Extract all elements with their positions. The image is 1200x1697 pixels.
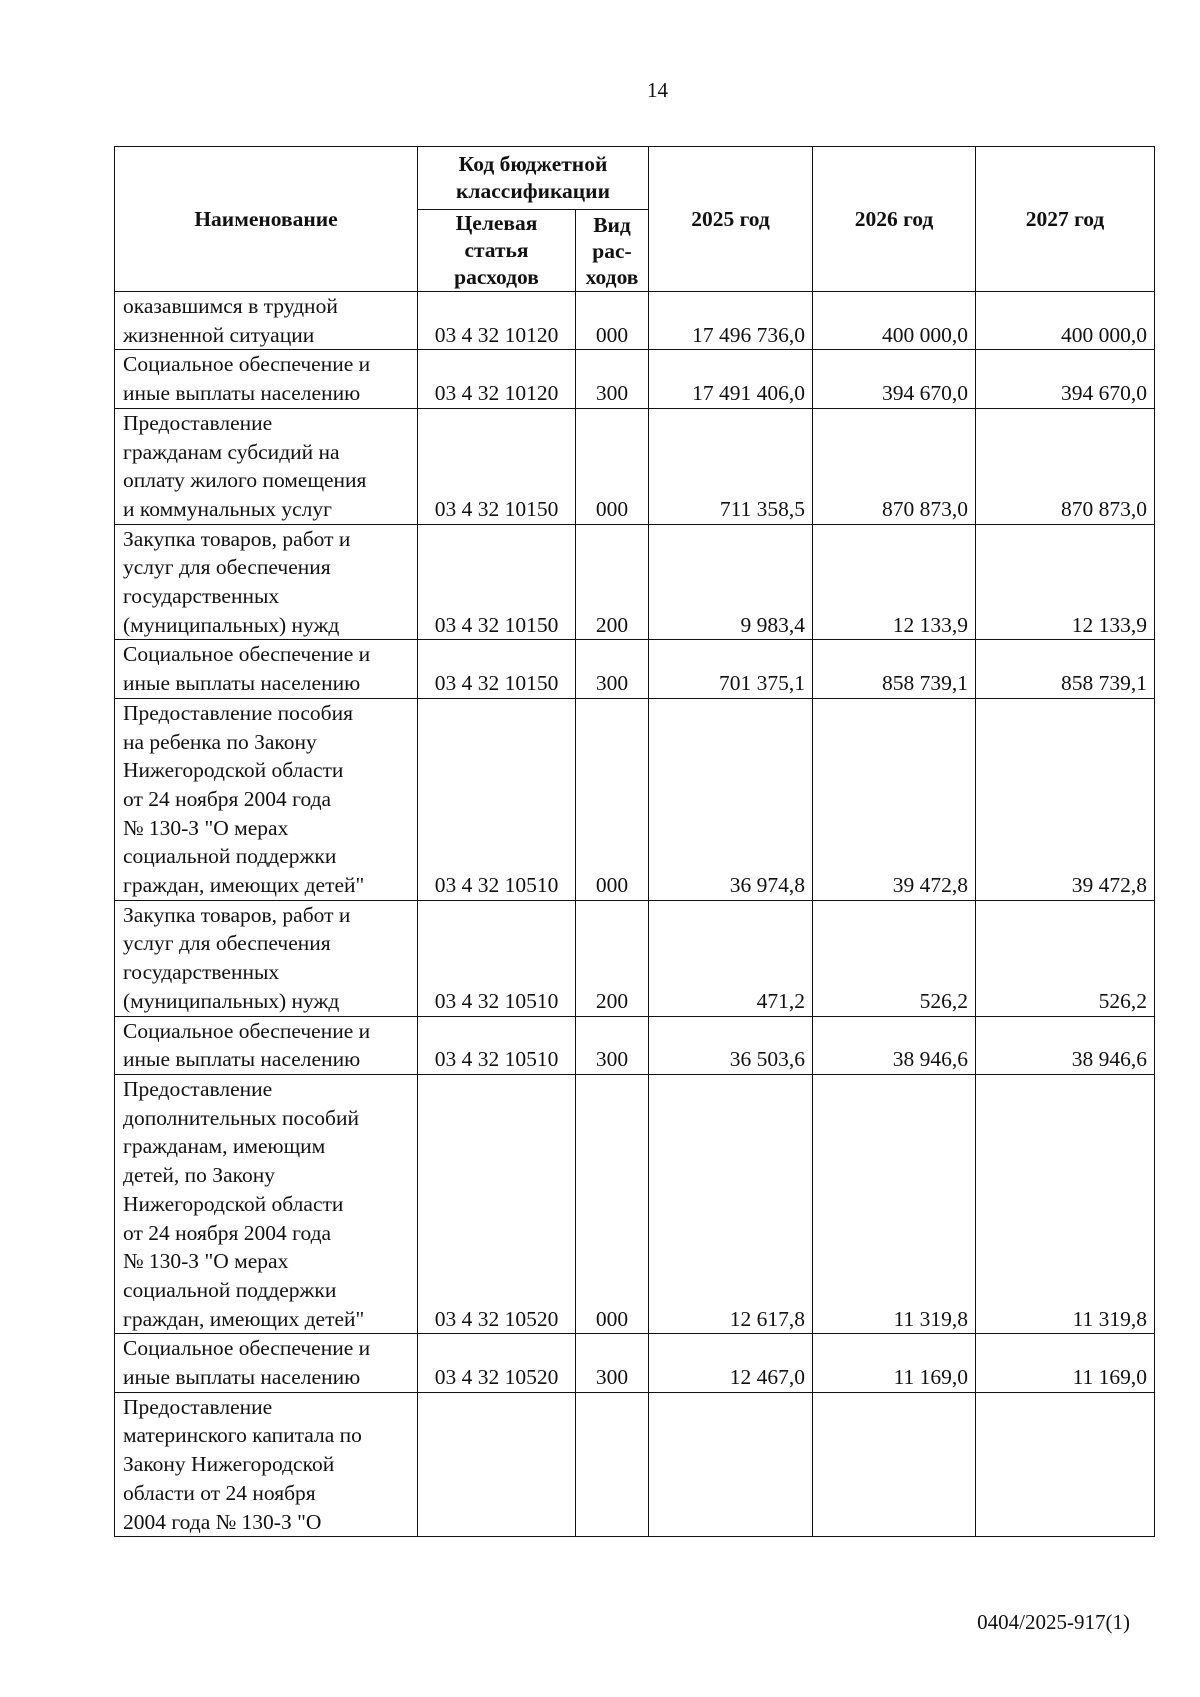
row-target-item-code: 03 4 32 10150 xyxy=(418,640,576,698)
table-row xyxy=(115,900,1155,1016)
budget-table xyxy=(114,146,1155,1537)
header-year-2027: 2027 год xyxy=(976,147,1155,292)
row-expense-type: 000 xyxy=(576,1074,649,1333)
row-target-item-code: 03 4 32 10520 xyxy=(418,1074,576,1333)
row-value-2026 xyxy=(813,1392,976,1537)
row-value-2026: 394 670,0 xyxy=(813,350,976,408)
row-expense-type: 000 xyxy=(576,698,649,900)
row-value-2025 xyxy=(649,1392,813,1537)
row-expense-type: 300 xyxy=(576,1334,649,1392)
row-expense-type: 000 xyxy=(576,292,649,350)
row-name: Социальное обеспечение и иные выплаты населению xyxy=(115,350,418,408)
row-expense-type xyxy=(576,1392,649,1537)
row-value-2026: 38 946,6 xyxy=(813,1016,976,1074)
table-row xyxy=(115,350,1155,408)
row-value-2025: 36 503,6 xyxy=(649,1016,813,1074)
row-value-2025: 471,2 xyxy=(649,900,813,1016)
table-row xyxy=(115,1392,1155,1537)
row-value-2026: 400 000,0 xyxy=(813,292,976,350)
row-value-2026: 870 873,0 xyxy=(813,408,976,524)
row-name: оказавшимся в трудной жизненной ситуации xyxy=(115,292,418,350)
row-name: Закупка товаров, работ и услуг для обеспечения государственных (муниципальных) нужд xyxy=(115,900,418,1016)
row-name: Социальное обеспечение и иные выплаты населению xyxy=(115,1016,418,1074)
row-value-2026: 12 133,9 xyxy=(813,524,976,640)
row-target-item-code: 03 4 32 10510 xyxy=(418,1016,576,1074)
row-name: Социальное обеспечение и иные выплаты населению xyxy=(115,1334,418,1392)
table-row xyxy=(115,1074,1155,1333)
table-body xyxy=(115,292,1155,1537)
row-target-item-code: 03 4 32 10150 xyxy=(418,524,576,640)
table-row xyxy=(115,1334,1155,1392)
row-name: Социальное обеспечение и иные выплаты населению xyxy=(115,640,418,698)
row-value-2027: 38 946,6 xyxy=(976,1016,1155,1074)
row-target-item-code: 03 4 32 10510 xyxy=(418,698,576,900)
row-value-2027: 870 873,0 xyxy=(976,408,1155,524)
row-name: Предоставление пособия на ребенка по Закону Нижегородской области от 24 ноября 2004 года № 130-З "О мерах социальной поддержки граждан, имеющих детей" xyxy=(115,698,418,900)
row-value-2027: 11 319,8 xyxy=(976,1074,1155,1333)
row-value-2025: 12 617,8 xyxy=(649,1074,813,1333)
page-number: 14 xyxy=(647,78,668,102)
table-header xyxy=(115,147,1155,292)
row-expense-type: 300 xyxy=(576,1016,649,1074)
row-value-2025: 36 974,8 xyxy=(649,698,813,900)
row-expense-type: 000 xyxy=(576,408,649,524)
row-value-2025: 9 983,4 xyxy=(649,524,813,640)
row-value-2026: 858 739,1 xyxy=(813,640,976,698)
row-name: Предоставление гражданам субсидий на оплату жилого помещения и коммунальных услуг xyxy=(115,408,418,524)
row-value-2026: 11 169,0 xyxy=(813,1334,976,1392)
row-target-item-code: 03 4 32 10120 xyxy=(418,292,576,350)
row-value-2026: 39 472,8 xyxy=(813,698,976,900)
row-value-2026: 526,2 xyxy=(813,900,976,1016)
header-year-2026: 2026 год xyxy=(813,147,976,292)
row-expense-type: 300 xyxy=(576,350,649,408)
row-target-item-code xyxy=(418,1392,576,1537)
table-row xyxy=(115,640,1155,698)
row-value-2027: 526,2 xyxy=(976,900,1155,1016)
document-id: 0404/2025-917(1) xyxy=(977,1610,1130,1634)
row-value-2025: 711 358,5 xyxy=(649,408,813,524)
header-name: Наименование xyxy=(115,147,418,292)
row-value-2025: 17 496 736,0 xyxy=(649,292,813,350)
row-value-2027: 394 670,0 xyxy=(976,350,1155,408)
row-target-item-code: 03 4 32 10510 xyxy=(418,900,576,1016)
row-target-item-code: 03 4 32 10120 xyxy=(418,350,576,408)
table-row xyxy=(115,524,1155,640)
row-expense-type: 200 xyxy=(576,900,649,1016)
row-name: Закупка товаров, работ и услуг для обеспечения государственных (муниципальных) нужд xyxy=(115,524,418,640)
row-value-2026: 11 319,8 xyxy=(813,1074,976,1333)
row-target-item-code: 03 4 32 10150 xyxy=(418,408,576,524)
table-row xyxy=(115,292,1155,350)
row-value-2027: 12 133,9 xyxy=(976,524,1155,640)
row-value-2027: 858 739,1 xyxy=(976,640,1155,698)
header-expense-type: Вид рас-ходов xyxy=(576,210,649,292)
row-value-2025: 12 467,0 xyxy=(649,1334,813,1392)
row-value-2027: 11 169,0 xyxy=(976,1334,1155,1392)
row-expense-type: 300 xyxy=(576,640,649,698)
row-value-2027 xyxy=(976,1392,1155,1537)
row-target-item-code: 03 4 32 10520 xyxy=(418,1334,576,1392)
header-target-item: Целевая статья расходов xyxy=(418,210,576,292)
table-row xyxy=(115,408,1155,524)
header-year-2025: 2025 год xyxy=(649,147,813,292)
table-row xyxy=(115,698,1155,900)
row-expense-type: 200 xyxy=(576,524,649,640)
row-name: Предоставление дополнительных пособий гражданам, имеющим детей, по Закону Нижегородской области от 24 ноября 2004 года № 130-З "О мерах социальной поддержки граждан, имеющих детей" xyxy=(115,1074,418,1333)
header-code-group: Код бюджетной классификации xyxy=(418,147,649,210)
row-value-2025: 701 375,1 xyxy=(649,640,813,698)
row-name: Предоставление материнского капитала по Закону Нижегородской области от 24 ноября 2004 года № 130-З "О xyxy=(115,1392,418,1537)
table-row xyxy=(115,1016,1155,1074)
row-value-2027: 39 472,8 xyxy=(976,698,1155,900)
row-value-2027: 400 000,0 xyxy=(976,292,1155,350)
row-value-2025: 17 491 406,0 xyxy=(649,350,813,408)
